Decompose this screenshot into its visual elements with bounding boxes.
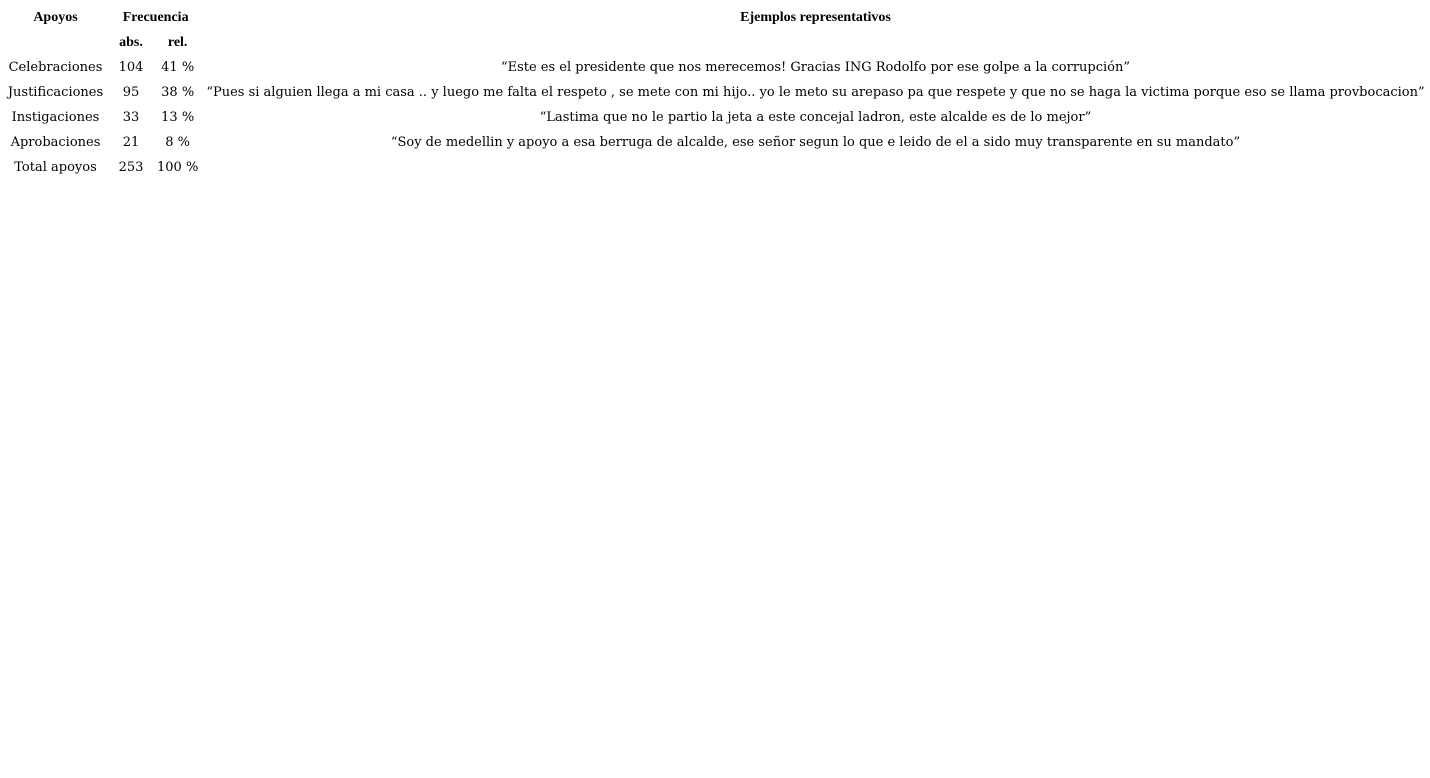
row-abs: 33: [122, 110, 140, 125]
row-category: Justificaciones: [7, 85, 104, 100]
row-abs: 21: [122, 135, 140, 150]
total-rel: 100 %: [157, 160, 199, 175]
header-row-2: [2, 30, 1429, 55]
total-row: [2, 155, 1429, 180]
total-category: Total apoyos: [14, 160, 97, 175]
header-apoyos: Apoyos: [33, 10, 78, 25]
header-abs: abs.: [119, 35, 143, 50]
row-rel: 38 %: [161, 85, 195, 100]
header-rel: rel.: [167, 35, 188, 50]
row-example: “Este es el presidente que nos merecemos! Gracias ING Rodolfo por ese golpe a la corrupción”: [500, 60, 1131, 75]
header-row-1: [2, 5, 1429, 30]
row-abs: 104: [118, 60, 144, 75]
header-apoyos-blank: [2, 30, 109, 55]
row-category: Instigaciones: [11, 110, 100, 125]
table-body: [2, 55, 1429, 180]
row-example: “Lastima que no le partio la jeta a este concejal ladron, este alcalde es de lo mejor”: [539, 110, 1092, 125]
table-row: [2, 130, 1429, 155]
total-example-blank: [202, 155, 1428, 180]
row-rel: 41 %: [161, 60, 195, 75]
header-frecuencia: Frecuencia: [122, 10, 189, 25]
row-category: Aprobaciones: [10, 135, 101, 150]
row-category: Celebraciones: [8, 60, 103, 75]
row-abs: 95: [122, 85, 140, 100]
row-rel: 8 %: [165, 135, 191, 150]
support-frequency-table: [2, 5, 1429, 180]
header-ejemplos: Ejemplos representativos: [740, 10, 891, 25]
table-row: [2, 80, 1429, 105]
table-header: [2, 5, 1429, 55]
header-ejemplos-blank: [202, 30, 1428, 55]
row-example: “Pues si alguien llega a mi casa .. y luego me falta el respeto , se mete con mi hijo.. yo le meto su arepaso pa que respete y que no se haga la victima porque eso se llama provbocacion”: [206, 85, 1425, 100]
total-abs: 253: [118, 160, 144, 175]
table-row: [2, 105, 1429, 130]
row-rel: 13 %: [161, 110, 195, 125]
row-example: “Soy de medellin y apoyo a esa berruga de alcalde, ese señor segun lo que e leido de el a sido muy transparente en su mandato”: [390, 135, 1241, 150]
table-row: [2, 55, 1429, 80]
